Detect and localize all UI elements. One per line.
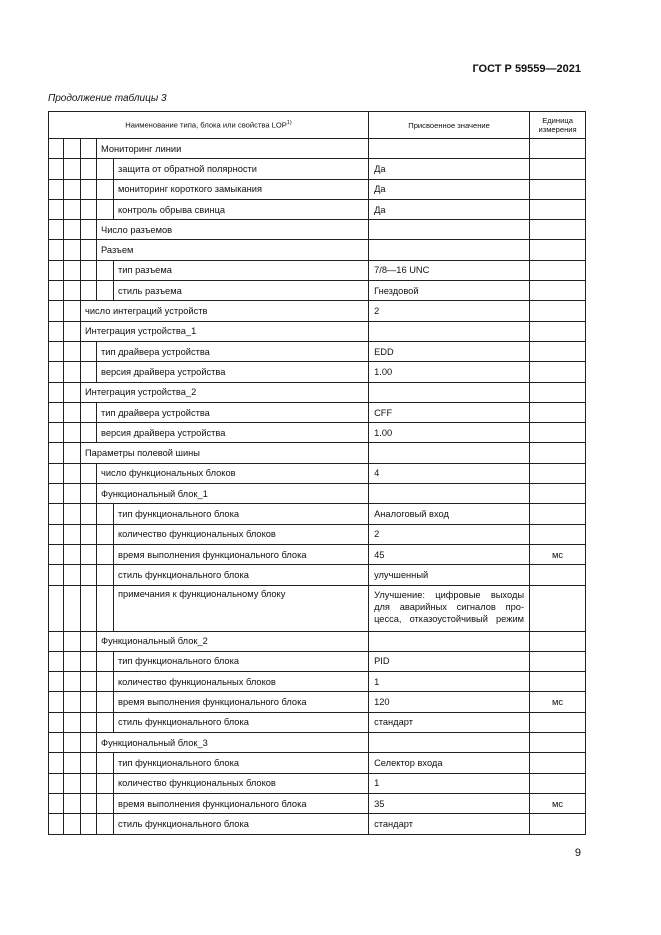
properties-table (48, 111, 586, 835)
assigned-value-cell: 1.00 (369, 423, 530, 443)
unit-cell (530, 651, 586, 671)
indent-guide-cell (64, 585, 81, 631)
assigned-value-cell: EDD (369, 341, 530, 361)
indent-guide-cell (64, 651, 81, 671)
unit-cell (530, 341, 586, 361)
unit-cell (530, 220, 586, 240)
unit-cell: мс (530, 692, 586, 712)
unit-cell (530, 382, 586, 402)
indent-guide-cell (81, 281, 97, 301)
indent-guide-cell (81, 544, 97, 564)
indent-guide-cell (49, 463, 64, 483)
unit-cell: мс (530, 544, 586, 564)
assigned-value-cell (369, 321, 530, 341)
indent-guide-cell (64, 341, 81, 361)
indent-guide-cell (49, 504, 64, 524)
indent-guide-cell (64, 402, 81, 422)
indent-guide-cell (49, 753, 64, 773)
unit-cell (530, 814, 586, 834)
assigned-value-cell: 45 (369, 544, 530, 564)
property-name-cell: стиль функционального блока (114, 712, 369, 732)
unit-cell (530, 484, 586, 504)
indent-guide-cell (64, 793, 81, 813)
indent-guide-cell (81, 712, 97, 732)
indent-guide-cell (81, 159, 97, 179)
indent-guide-cell (81, 139, 97, 159)
indent-guide-cell (64, 179, 81, 199)
indent-guide-cell (64, 423, 81, 443)
indent-guide-cell (81, 565, 97, 585)
indent-guide-cell (64, 814, 81, 834)
assigned-value-cell: Селектор входа (369, 753, 530, 773)
indent-guide-cell (81, 341, 97, 361)
table-row (49, 260, 586, 280)
property-name-cell: стиль функционального блока (114, 814, 369, 834)
assigned-value-cell: 120 (369, 692, 530, 712)
table-row (49, 220, 586, 240)
table-row (49, 692, 586, 712)
unit-cell (530, 672, 586, 692)
indent-guide-cell (49, 712, 64, 732)
assigned-value-cell: стандарт (369, 712, 530, 732)
table-row (49, 651, 586, 671)
assigned-value-cell (369, 220, 530, 240)
property-name-cell: количество функциональных блоков (114, 524, 369, 544)
indent-guide-cell (64, 281, 81, 301)
indent-guide-cell (49, 814, 64, 834)
table-row (49, 199, 586, 219)
table-row (49, 321, 586, 341)
indent-guide-cell (49, 139, 64, 159)
table-row (49, 524, 586, 544)
indent-guide-cell (64, 565, 81, 585)
indent-guide-cell (81, 692, 97, 712)
assigned-value-cell (369, 240, 530, 260)
assigned-value-cell: 35 (369, 793, 530, 813)
assigned-value-cell: 4 (369, 463, 530, 483)
table-row (49, 712, 586, 732)
indent-guide-cell (97, 260, 114, 280)
unit-cell (530, 712, 586, 732)
property-name-cell: число интеграций устройств (81, 301, 369, 321)
property-name-cell: Функциональный блок_3 (97, 733, 369, 753)
unit-cell (530, 463, 586, 483)
unit-cell (530, 240, 586, 260)
indent-guide-cell (81, 179, 97, 199)
indent-guide-cell (81, 672, 97, 692)
assigned-value-cell: 1 (369, 773, 530, 793)
indent-guide-cell (97, 753, 114, 773)
unit-cell (530, 199, 586, 219)
property-name-cell: защита от обратной полярности (114, 159, 369, 179)
indent-guide-cell (49, 220, 64, 240)
indent-guide-cell (49, 484, 64, 504)
indent-guide-cell (81, 220, 97, 240)
indent-guide-cell (97, 179, 114, 199)
table-row (49, 341, 586, 361)
indent-guide-cell (49, 692, 64, 712)
indent-guide-cell (49, 402, 64, 422)
indent-guide-cell (97, 281, 114, 301)
indent-guide-cell (81, 240, 97, 260)
property-name-cell: мониторинг короткого замыкания (114, 179, 369, 199)
unit-cell (530, 524, 586, 544)
indent-guide-cell (49, 773, 64, 793)
indent-guide-cell (64, 301, 81, 321)
indent-guide-cell (97, 585, 114, 631)
indent-guide-cell (64, 672, 81, 692)
table-row (49, 301, 586, 321)
indent-guide-cell (81, 753, 97, 773)
table-row (49, 585, 586, 631)
assigned-value-cell: CFF (369, 402, 530, 422)
property-name-cell: стиль функционального блока (114, 565, 369, 585)
indent-guide-cell (81, 484, 97, 504)
assigned-value-cell: Да (369, 159, 530, 179)
indent-guide-cell (81, 504, 97, 524)
table-row (49, 139, 586, 159)
unit-cell (530, 281, 586, 301)
table-row (49, 733, 586, 753)
indent-guide-cell (49, 631, 64, 651)
unit-cell (530, 773, 586, 793)
indent-guide-cell (64, 260, 81, 280)
assigned-value-cell: стандарт (369, 814, 530, 834)
indent-guide-cell (97, 773, 114, 793)
unit-cell (530, 585, 586, 631)
indent-guide-cell (49, 382, 64, 402)
property-name-cell: тип драйвера устройства (97, 341, 369, 361)
property-name-cell: Мониторинг линии (97, 139, 369, 159)
indent-guide-cell (64, 159, 81, 179)
table-row (49, 179, 586, 199)
indent-guide-cell (49, 341, 64, 361)
indent-guide-cell (49, 260, 64, 280)
property-name-cell: тип функционального блока (114, 753, 369, 773)
indent-guide-cell (97, 199, 114, 219)
indent-guide-cell (81, 773, 97, 793)
indent-guide-cell (64, 321, 81, 341)
indent-guide-cell (64, 712, 81, 732)
indent-guide-cell (81, 733, 97, 753)
table-row (49, 544, 586, 564)
indent-guide-cell (97, 814, 114, 834)
indent-guide-cell (97, 692, 114, 712)
indent-guide-cell (97, 651, 114, 671)
property-name-cell: стиль разъема (114, 281, 369, 301)
indent-guide-cell (97, 712, 114, 732)
indent-guide-cell (64, 753, 81, 773)
property-name-cell: количество функциональных блоков (114, 672, 369, 692)
assigned-value-cell (369, 484, 530, 504)
property-name-cell: время выполнения функционального блока (114, 544, 369, 564)
property-name-cell: тип функционального блока (114, 651, 369, 671)
assigned-value-line: цесса, отказоустойчивый режим (374, 613, 525, 624)
assigned-value-line: для аварийных сигналов про- (374, 601, 525, 612)
indent-guide-cell (64, 692, 81, 712)
table-row (49, 484, 586, 504)
assigned-value-cell: Да (369, 199, 530, 219)
table-row (49, 631, 586, 651)
indent-guide-cell (49, 281, 64, 301)
indent-guide-cell (81, 585, 97, 631)
assigned-value-cell: улучшенный (369, 565, 530, 585)
property-name-cell: тип разъема (114, 260, 369, 280)
indent-guide-cell (81, 199, 97, 219)
indent-guide-cell (64, 362, 81, 382)
unit-cell (530, 179, 586, 199)
assigned-value-line: Улучшение: цифровые выходы (374, 589, 525, 600)
indent-guide-cell (81, 423, 97, 443)
property-name-cell: Число разъемов (97, 220, 369, 240)
table-row (49, 402, 586, 422)
table-row (49, 281, 586, 301)
unit-cell (530, 402, 586, 422)
property-name-cell: Интеграция устройства_2 (81, 382, 369, 402)
indent-guide-cell (64, 199, 81, 219)
table-row (49, 565, 586, 585)
property-name-cell: Параметры полевой шины (81, 443, 369, 463)
indent-guide-cell (81, 814, 97, 834)
table-row (49, 423, 586, 443)
table-row (49, 382, 586, 402)
property-name-cell: Разъем (97, 240, 369, 260)
table-row (49, 773, 586, 793)
unit-cell (530, 423, 586, 443)
table-row (49, 362, 586, 382)
table-row (49, 793, 586, 813)
property-name-cell: количество функциональных блоков (114, 773, 369, 793)
property-name-cell: время выполнения функционального блока (114, 692, 369, 712)
assigned-value-cell: 2 (369, 524, 530, 544)
indent-guide-cell (49, 199, 64, 219)
property-name-cell: Функциональный блок_2 (97, 631, 369, 651)
assigned-value-cell (369, 139, 530, 159)
indent-guide-cell (49, 240, 64, 260)
table-header-row (49, 112, 586, 139)
page-number: 9 (574, 847, 581, 859)
assigned-value-cell: Гнездовой (369, 281, 530, 301)
indent-guide-cell (97, 524, 114, 544)
indent-guide-cell (81, 463, 97, 483)
assigned-value-cell: 1.00 (369, 362, 530, 382)
assigned-value-cell (369, 631, 530, 651)
indent-guide-cell (97, 565, 114, 585)
indent-guide-cell (97, 672, 114, 692)
unit-cell (530, 733, 586, 753)
table-row (49, 240, 586, 260)
table-row (49, 753, 586, 773)
unit-cell (530, 260, 586, 280)
indent-guide-cell (64, 524, 81, 544)
indent-guide-cell (64, 631, 81, 651)
unit-cell (530, 631, 586, 651)
property-name-cell: версия драйвера устройства (97, 423, 369, 443)
table-row (49, 463, 586, 483)
property-name-cell: тип драйвера устройства (97, 402, 369, 422)
indent-guide-cell (64, 139, 81, 159)
unit-cell (530, 504, 586, 524)
unit-cell (530, 565, 586, 585)
table-row (49, 443, 586, 463)
assigned-value-cell: 7/8—16 UNC (369, 260, 530, 280)
table-continuation-caption: Продолжение таблицы 3 (48, 93, 167, 104)
unit-cell (530, 321, 586, 341)
assigned-value-cell: 2 (369, 301, 530, 321)
assigned-value-cell: Аналоговый вход (369, 504, 530, 524)
unit-cell (530, 139, 586, 159)
header-name-column: Наименование типа, блока или свойства LOP$^{1)}$ (49, 112, 369, 139)
indent-guide-cell (49, 159, 64, 179)
assigned-value-cell (369, 443, 530, 463)
indent-guide-cell (81, 524, 97, 544)
header-unit-column: Единица измерения (530, 112, 586, 139)
property-name-cell: Функциональный блок_1 (97, 484, 369, 504)
indent-guide-cell (97, 159, 114, 179)
indent-guide-cell (49, 321, 64, 341)
indent-guide-cell (97, 793, 114, 813)
indent-guide-cell (49, 544, 64, 564)
indent-guide-cell (49, 524, 64, 544)
assigned-value-cell (369, 382, 530, 402)
indent-guide-cell (49, 672, 64, 692)
indent-guide-cell (49, 443, 64, 463)
indent-guide-cell (64, 220, 81, 240)
indent-guide-cell (64, 382, 81, 402)
indent-guide-cell (81, 651, 97, 671)
unit-cell (530, 159, 586, 179)
unit-cell (530, 301, 586, 321)
indent-guide-cell (64, 240, 81, 260)
document-standard-number: ГОСТ Р 59559—2021 (472, 63, 581, 75)
unit-cell (530, 362, 586, 382)
indent-guide-cell (64, 773, 81, 793)
unit-cell: мс (530, 793, 586, 813)
indent-guide-cell (49, 651, 64, 671)
indent-guide-cell (97, 544, 114, 564)
table-row (49, 159, 586, 179)
indent-guide-cell (64, 484, 81, 504)
property-name-cell: примечания к функциональному блоку (114, 585, 369, 631)
property-name-cell: тип функционального блока (114, 504, 369, 524)
table-row (49, 814, 586, 834)
unit-cell (530, 753, 586, 773)
indent-guide-cell (64, 504, 81, 524)
indent-guide-cell (81, 631, 97, 651)
table-row (49, 504, 586, 524)
indent-guide-cell (49, 565, 64, 585)
assigned-value-cell (369, 585, 530, 631)
indent-guide-cell (49, 362, 64, 382)
indent-guide-cell (49, 423, 64, 443)
indent-guide-cell (49, 733, 64, 753)
assigned-value-cell: Да (369, 179, 530, 199)
header-value-column: Присвоенное значение (369, 112, 530, 139)
property-name-cell: время выполнения функционального блока (114, 793, 369, 813)
property-name-cell: контроль обрыва свинца (114, 199, 369, 219)
indent-guide-cell (81, 260, 97, 280)
indent-guide-cell (49, 301, 64, 321)
indent-guide-cell (64, 463, 81, 483)
indent-guide-cell (64, 443, 81, 463)
assigned-value-cell (369, 733, 530, 753)
property-name-cell: число функциональных блоков (97, 463, 369, 483)
indent-guide-cell (49, 793, 64, 813)
indent-guide-cell (81, 793, 97, 813)
property-name-cell: Интеграция устройства_1 (81, 321, 369, 341)
indent-guide-cell (97, 504, 114, 524)
indent-guide-cell (49, 585, 64, 631)
property-name-cell: версия драйвера устройства (97, 362, 369, 382)
table-row (49, 672, 586, 692)
indent-guide-cell (64, 733, 81, 753)
indent-guide-cell (81, 362, 97, 382)
indent-guide-cell (81, 402, 97, 422)
assigned-value-cell: 1 (369, 672, 530, 692)
indent-guide-cell (64, 544, 81, 564)
assigned-value-cell: PID (369, 651, 530, 671)
unit-cell (530, 443, 586, 463)
indent-guide-cell (49, 179, 64, 199)
